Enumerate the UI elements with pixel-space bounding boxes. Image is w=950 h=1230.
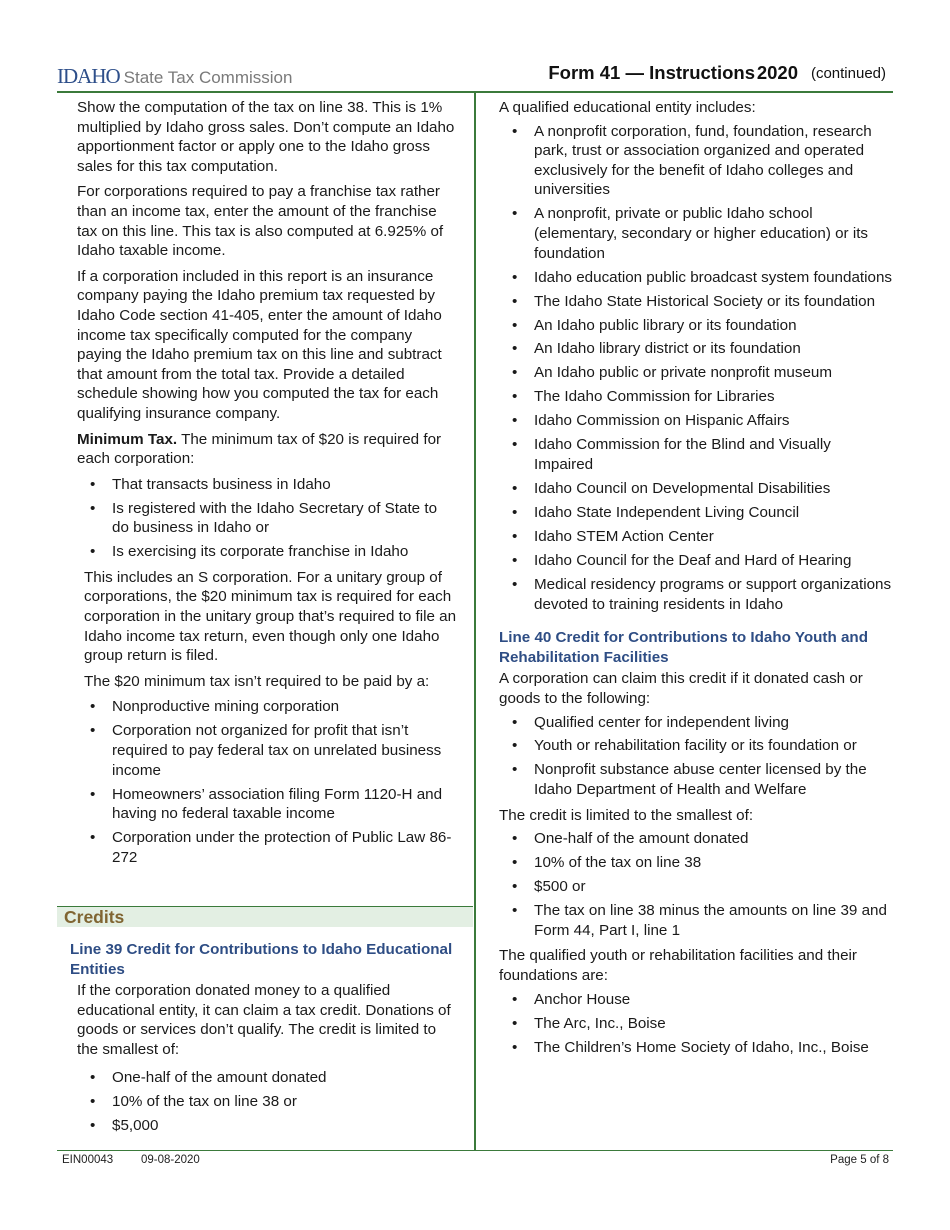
line39-section: [70, 940, 460, 1141]
right-column: [499, 98, 893, 1063]
list-item: • 10% of the tax on line 38: [499, 853, 893, 873]
paragraph-insurance: If a corporation included in this report is an insurance company paying the Idaho premium tax requested by Idaho Code section 41-405, enter the amount of Idaho income tax specifically computed for the company paying the Idaho premium tax on this line and subtract that amount from the total tax. Provide a detailed schedule showing how you computed the tax for each qualifying insurance company.: [77, 267, 442, 422]
facility-list: [499, 990, 893, 1058]
paragraph-s-corporation: This includes an S corporation. For a unitary group of corporations, the $20 minimum tax is required for each corporation in the unitary group that’s required to file an Idaho income tax return, even though only one Idaho group return is filed.: [84, 568, 457, 665]
list-item: • One-half of the amount donated: [499, 829, 893, 849]
list-item: • Idaho State Independent Living Council: [499, 503, 893, 523]
left-column: [77, 98, 457, 873]
list-item: • The tax on line 38 minus the amounts on line 39 and Form 44, Part I, line 1: [499, 901, 893, 940]
idaho-logo-mark: IDAHO: [57, 64, 120, 88]
list-item: • Idaho Commission for the Blind and Visually Impaired: [499, 435, 893, 474]
list-item: • 10% of the tax on line 38 or: [77, 1092, 460, 1112]
list-item: • Idaho STEM Action Center: [499, 527, 893, 547]
exemption-list: [77, 697, 457, 867]
list-item: • Nonproductive mining corporation: [77, 697, 457, 717]
list-item: • Qualified center for independent living: [499, 713, 893, 733]
list-item: • $5,000: [77, 1116, 460, 1136]
minimum-tax-label: Minimum Tax.: [77, 430, 178, 448]
continued-label: (continued): [810, 65, 886, 82]
list-item: • Corporation under the protection of Public Law 86-272: [77, 828, 457, 867]
limit-intro: The credit is limited to the smallest of:: [499, 806, 754, 824]
form-year: 2020: [756, 62, 798, 83]
column-divider: [474, 93, 476, 1151]
list-item: • Idaho education public broadcast system foundations: [499, 268, 893, 288]
list-item: • That transacts business in Idaho: [77, 475, 457, 495]
list-item: • An Idaho public library or its foundation: [499, 316, 893, 336]
revision-date: 09-08-2020: [141, 1154, 200, 1166]
credits-heading: Credits: [64, 907, 125, 927]
list-item: • The Idaho Commission for Libraries: [499, 387, 893, 407]
page-number: Page 5 of 8: [830, 1154, 889, 1166]
agency-logo: [57, 64, 292, 89]
line40-list: [499, 713, 893, 800]
paragraph-franchise-tax: For corporations required to pay a franchise tax rather than an income tax, enter the amount of the franchise tax on this line. This tax is also computed at 6.925% of Idaho taxable income.: [77, 183, 444, 260]
minimum-tax-list: [77, 475, 457, 562]
agency-name: State Tax Commission: [123, 68, 293, 87]
list-item: • An Idaho public or private nonprofit museum: [499, 363, 893, 383]
list-item: • Idaho Commission on Hispanic Affairs: [499, 411, 893, 431]
list-item: • A nonprofit, private or public Idaho school (elementary, secondary or higher education) or its foundation: [499, 204, 893, 263]
list-item: • The Arc, Inc., Boise: [499, 1014, 893, 1034]
paragraph-tax-computation: Show the computation of the tax on line 38. This is 1% multiplied by Idaho gross sales. Don’t compute an Idaho apportionment factor or apply one to the Idaho gross sales for this tax computation.: [77, 99, 455, 175]
list-item: • $500 or: [499, 877, 893, 897]
list-item: • A nonprofit corporation, fund, foundation, research park, trust or association organized and operated exclusively for the benefit of Idaho colleges and universities: [499, 122, 893, 200]
form-title: Form 41 — Instructions: [548, 62, 755, 83]
list-item: • An Idaho library district or its foundation: [499, 339, 893, 359]
list-item: • One-half of the amount donated: [77, 1068, 460, 1088]
entity-intro: A qualified educational entity includes:: [499, 99, 756, 116]
limit-list: [499, 829, 893, 940]
line40-text: A corporation can claim this credit if it donated cash or goods to the following:: [499, 670, 863, 707]
list-item: • Anchor House: [499, 990, 893, 1010]
page-header: [57, 60, 893, 92]
line39-heading: Line 39 Credit for Contributions to Idaho Educational Entities: [70, 941, 453, 978]
form-code: EIN00043: [62, 1154, 114, 1166]
line40-heading: Line 40 Credit for Contributions to Idaho Youth and Rehabilitation Facilities: [499, 629, 868, 666]
minimum-tax-text: The minimum tax of $20 is required for each corporation:: [77, 430, 442, 468]
list-item: • Homeowners’ association filing Form 1120-H and having no federal taxable income: [77, 785, 457, 824]
paragraph-minimum-tax: [77, 430, 457, 469]
list-item: • Medical residency programs or support organizations devoted to training residents in Idaho: [499, 575, 893, 614]
list-item: • Idaho Council for the Deaf and Hard of Hearing: [499, 551, 893, 571]
line39-list: [77, 1068, 460, 1136]
list-item: • The Idaho State Historical Society or its foundation: [499, 292, 893, 312]
paragraph-exemption-intro: The $20 minimum tax isn’t required to be paid by a:: [84, 672, 430, 690]
list-item: • Idaho Council on Developmental Disabilities: [499, 479, 893, 499]
entity-list: [499, 122, 893, 615]
line39-text: If the corporation donated money to a qualified educational entity, it can claim a tax credit. Donations of goods or services don’t qualify. The credit is limited to the smallest of:: [77, 982, 451, 1058]
list-item: • Is exercising its corporate franchise in Idaho: [77, 542, 457, 562]
list-item: • The Children’s Home Society of Idaho, Inc., Boise: [499, 1038, 893, 1058]
list-item: • Youth or rehabilitation facility or its foundation or: [499, 736, 893, 756]
facilities-intro: The qualified youth or rehabilitation facilities and their foundations are:: [499, 947, 857, 984]
credits-section-bar: [57, 906, 473, 927]
list-item: • Nonprofit substance abuse center licensed by the Idaho Department of Health and Welfare: [499, 760, 893, 799]
list-item: • Corporation not organized for profit that isn’t required to pay federal tax on unrelated business income: [77, 721, 457, 780]
footer-divider: [57, 1150, 893, 1151]
list-item: • Is registered with the Idaho Secretary of State to do business in Idaho or: [77, 499, 457, 538]
